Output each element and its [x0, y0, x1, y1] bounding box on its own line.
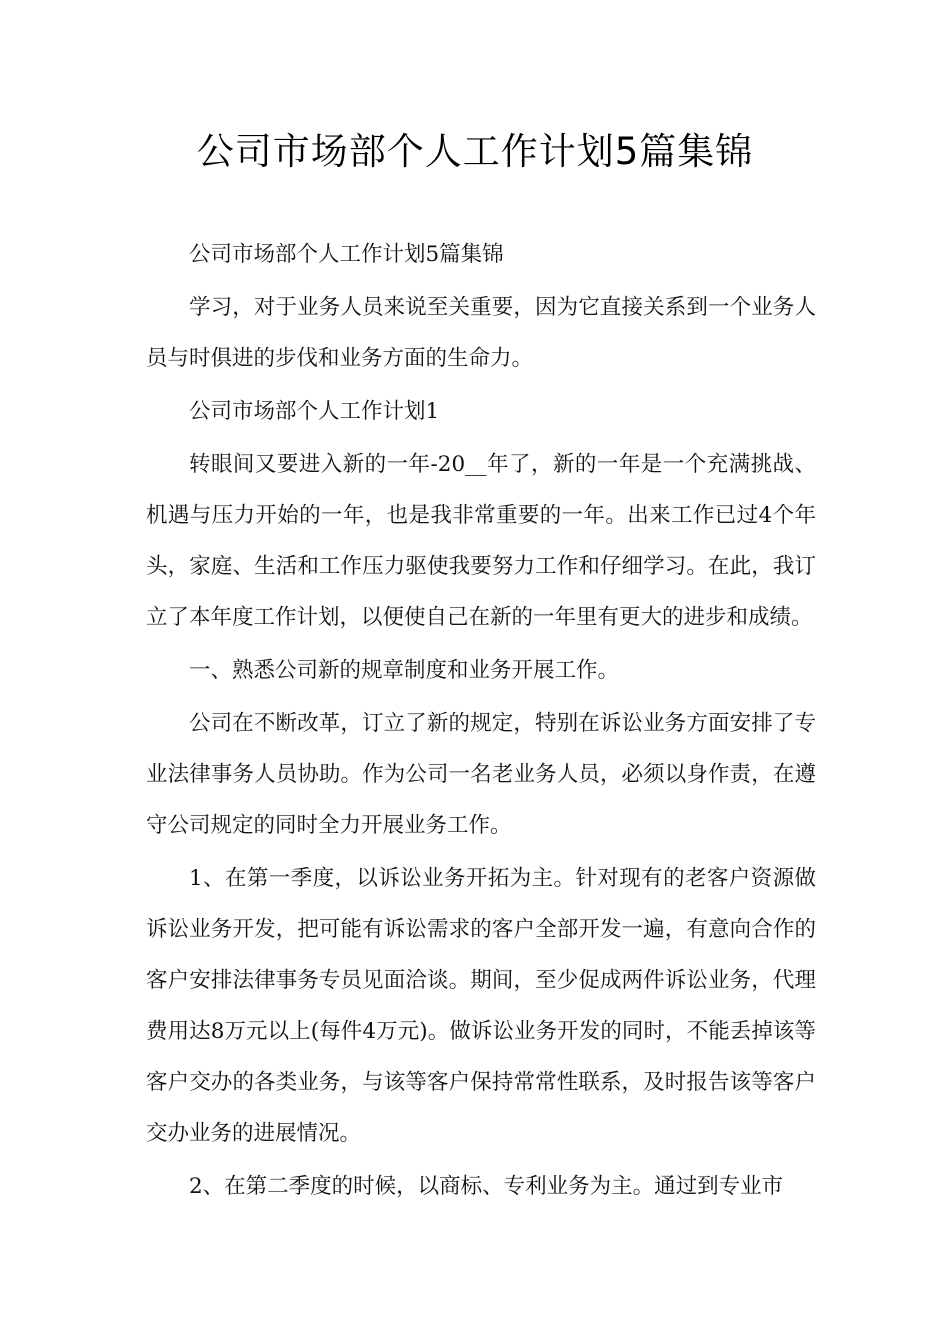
paragraph: 学习，对于业务人员来说至关重要，因为它直接关系到一个业务人员与时俱进的步伐和业务方面的生命力。	[146, 295, 816, 371]
document-body	[146, 229, 816, 1214]
paragraph: 一、熟悉公司新的规章制度和业务开展工作。	[189, 658, 620, 683]
paragraph: 1、在第一季度，以诉讼业务开拓为主。针对现有的老客户资源做诉讼业务开发，把可能有诉讼需求的客户全部开发一遍，有意向合作的客户安排法律事务专员见面洽谈。期间，至少促成两件诉讼业务，代理费用达8万元以上(每件4万元)。做诉讼业务开发的同时，不能丢掉该等客户交办的各类业务，与该等客户保持常常性联系，及时报告该等客户交办业务的进展情况。	[146, 866, 816, 1146]
paragraph: 公司在不断改革，订立了新的规定，特别在诉讼业务方面安排了专业法律事务人员协助。作为公司一名老业务人员，必须以身作责，在遵守公司规定的同时全力开展业务工作。	[146, 711, 816, 838]
paragraph: 公司市场部个人工作计划5篇集锦	[189, 242, 504, 267]
paragraph: 转眼间又要进入新的一年-20__年了，新的一年是一个充满挑战、机遇与压力开始的一年，也是我非常重要的一年。出来工作已过4个年头，家庭、生活和工作压力驱使我要努力工作和仔细学习。在此，我订立了本年度工作计划，以便使自己在新的一年里有更大的进步和成绩。	[146, 452, 816, 630]
paragraph: 公司市场部个人工作计划1	[189, 399, 440, 424]
paragraph: 2、在第二季度的时候，以商标、专利业务为主。通过到专业市	[189, 1174, 784, 1199]
document-title: 公司市场部个人工作计划5篇集锦	[196, 130, 754, 173]
